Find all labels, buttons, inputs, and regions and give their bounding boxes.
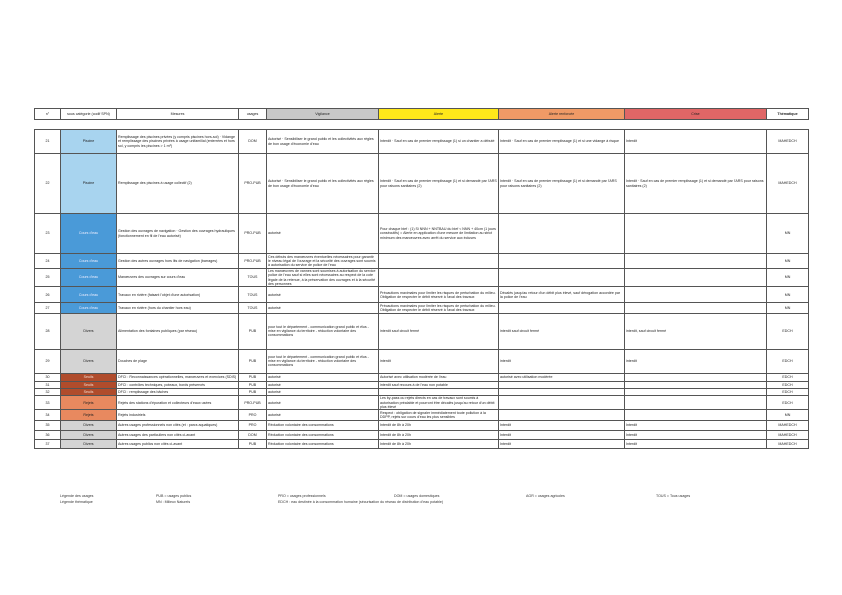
restrictions-table-sheet xyxy=(34,108,808,449)
row-alerte: interdit sauf recours à de l'eau non potable xyxy=(379,381,499,388)
row-vigilance: Réduction volontaire des consommations xyxy=(267,430,379,439)
row-thematique: MN xyxy=(767,410,809,420)
row-thematique: EDCH xyxy=(767,373,809,381)
row-alerte: Les by-pass ou rejets directs en cas de travaux sont soumis à autorisation préalable et pourront être décalés jusqu'au retour d'un débit plus élevé xyxy=(379,395,499,410)
row-num: 27 xyxy=(35,303,61,313)
row-category: Divers xyxy=(61,349,117,373)
col-alerte: Alerte xyxy=(379,109,499,120)
row-category: Cours d'eau xyxy=(61,268,117,287)
row-measure: Autres usages professionnels non cités (et : parcs aquatiques) xyxy=(117,420,239,430)
row-alerte-renforcee xyxy=(499,214,625,254)
row-alerte: Précautions maximales pour limiter les risques de perturbation du milieu. Obligation de respecter le débit réservé à l'aval des travaux xyxy=(379,287,499,303)
row-num: 35 xyxy=(35,420,61,430)
row-category: Rejets xyxy=(61,410,117,420)
row-alerte: Respect : obligation de signaler immédiatement toute pollution à la DDPP, rejets sur cours d'eau les plus sensibles xyxy=(379,410,499,420)
row-thematique: EDCH xyxy=(767,349,809,373)
row-alerte: Interdit de 8h à 20h xyxy=(379,439,499,448)
row-usage: PUB xyxy=(239,388,267,395)
row-measure: Rejets industriels xyxy=(117,410,239,420)
row-vigilance: autorisé xyxy=(267,388,379,395)
table-row xyxy=(35,388,809,395)
row-num: 30 xyxy=(35,373,61,381)
table-row xyxy=(35,214,809,254)
col-thematique: Thématique xyxy=(767,109,809,120)
row-alerte: interdit sauf circuit fermé xyxy=(379,313,499,349)
legend-thematique-title: Légende thématique xyxy=(60,500,93,504)
row-usage: PRO xyxy=(239,420,267,430)
row-usage: PUB xyxy=(239,381,267,388)
row-measure: Rejets des stations d'épuration et collecteurs d'eaux usées xyxy=(117,395,239,410)
row-alerte-renforcee xyxy=(499,388,625,395)
row-category: Seuils xyxy=(61,381,117,388)
row-thematique: MN xyxy=(767,303,809,313)
row-measure: Autres usages publics non cités ci-avant xyxy=(117,439,239,448)
row-num: 24 xyxy=(35,254,61,269)
row-crise xyxy=(625,287,767,303)
row-usage: PRO-PUB xyxy=(239,395,267,410)
col-alerte-renforcee: Alerte renforcée xyxy=(499,109,625,120)
row-measure: Remplissage des piscines privées (y compris piscines hors-sol) · Vidange et remplissage des piscines privées à usage unifamilial (enterrées et hors sol, y compris les piscines > 1 m³) xyxy=(117,130,239,154)
row-category: Divers xyxy=(61,430,117,439)
row-alerte-renforcee: Interdit xyxy=(499,439,625,448)
row-thematique: EDCH xyxy=(767,388,809,395)
legend-usages-title: Légende des usages xyxy=(60,494,94,498)
row-measure: Manœuvres des ouvrages sur cours d'eau xyxy=(117,268,239,287)
table-row xyxy=(35,313,809,349)
row-alerte-renforcee xyxy=(499,395,625,410)
row-measure: DFCI : remplissage des bâches xyxy=(117,388,239,395)
row-alerte: Interdit de 8h à 20h xyxy=(379,430,499,439)
row-usage: DOM xyxy=(239,430,267,439)
row-alerte-renforcee xyxy=(499,254,625,269)
row-usage: TOUS xyxy=(239,303,267,313)
row-crise xyxy=(625,373,767,381)
table-row xyxy=(35,130,809,154)
row-category: Cours d'eau xyxy=(61,214,117,254)
row-usage: PRO-PUB xyxy=(239,254,267,269)
row-vigilance: Ces débuts des manœuvres éventuelles nécessaires pour garantir le niveau légal de l'ouvrage et la sécurité des ouvrages sont soumis à autorisation du service de police de l'eau xyxy=(267,254,379,269)
header-row xyxy=(35,109,809,120)
row-vigilance: Réduction volontaire des consommations xyxy=(267,420,379,430)
row-crise: Interdit xyxy=(625,430,767,439)
row-thematique: MAHEDCH xyxy=(767,130,809,154)
row-alerte: Interdit · Sauf en cas de premier remplissage (1) et si demandé par l'ARS pour raisons sanitaires (2) xyxy=(379,154,499,214)
row-thematique: MN xyxy=(767,214,809,254)
row-category: Cours d'eau xyxy=(61,287,117,303)
row-alerte: Interdit de 8h à 20h xyxy=(379,420,499,430)
col-mesures: Mesures xyxy=(117,109,239,120)
row-num: 31 xyxy=(35,381,61,388)
row-measure: Gestion des ouvrages de navigation · Gestion des ouvrages hydrauliques (fonctionnement en fil de l'eau autorisé) xyxy=(117,214,239,254)
legend-tous: TOUS = Tous usages xyxy=(656,494,691,498)
row-num: 34 xyxy=(35,410,61,420)
row-num: 33 xyxy=(35,395,61,410)
row-thematique: EDCH xyxy=(767,313,809,349)
row-crise xyxy=(625,410,767,420)
row-usage: PUB xyxy=(239,313,267,349)
row-thematique: MAHEDCH xyxy=(767,154,809,214)
col-vigilance: Vigilance xyxy=(267,109,379,120)
row-alerte-renforcee: Interdit xyxy=(499,420,625,430)
row-crise xyxy=(625,214,767,254)
row-usage: PRO-PUB xyxy=(239,154,267,214)
row-thematique: EDCH xyxy=(767,395,809,410)
row-thematique: MAHEDCH xyxy=(767,439,809,448)
row-measure: DFCI : contrôles techniques, poteaux, bords préservés xyxy=(117,381,239,388)
row-alerte-renforcee: Interdit · Sauf en cas de premier remplissage (1) et si demandé par l'ARS pour raisons sanitaires (2) xyxy=(499,154,625,214)
row-alerte-renforcee xyxy=(499,381,625,388)
legend-mn: MN : Milieux Naturels xyxy=(156,500,191,504)
row-alerte: interdit xyxy=(379,349,499,373)
row-crise: Interdit xyxy=(625,420,767,430)
row-category: Divers xyxy=(61,313,117,349)
row-alerte xyxy=(379,268,499,287)
table-row xyxy=(35,420,809,430)
row-alerte xyxy=(379,254,499,269)
row-alerte-renforcee: autorisé avec utilisation modérée xyxy=(499,373,625,381)
row-category: Cours d'eau xyxy=(61,254,117,269)
row-crise: Interdit xyxy=(625,439,767,448)
restrictions-table xyxy=(34,108,809,449)
row-category: Divers xyxy=(61,420,117,430)
table-row xyxy=(35,439,809,448)
row-num: 29 xyxy=(35,349,61,373)
table-row xyxy=(35,254,809,269)
col-usages: usages xyxy=(239,109,267,120)
row-crise xyxy=(625,268,767,287)
row-crise: Interdit xyxy=(625,130,767,154)
row-alerte-renforcee xyxy=(499,410,625,420)
row-thematique: MN xyxy=(767,268,809,287)
row-measure: DFCI : Reconnaissances opérationnelles, manœuvres et exercices (SDIS) xyxy=(117,373,239,381)
row-usage: PRO xyxy=(239,410,267,420)
table-row xyxy=(35,287,809,303)
row-crise xyxy=(625,381,767,388)
row-usage: PUB xyxy=(239,349,267,373)
row-thematique: MN xyxy=(767,287,809,303)
row-vigilance: Réduction volontaire des consommations xyxy=(267,439,379,448)
row-vigilance: autorisé xyxy=(267,395,379,410)
row-num: 37 xyxy=(35,439,61,448)
row-crise: interdit xyxy=(625,349,767,373)
row-vigilance: autorisé xyxy=(267,303,379,313)
row-alerte-renforcee xyxy=(499,268,625,287)
row-vigilance: autorisé xyxy=(267,373,379,381)
row-vigilance: autorisé xyxy=(267,410,379,420)
row-measure: Douches de plage xyxy=(117,349,239,373)
row-usage: PRO-PUB xyxy=(239,214,267,254)
row-alerte xyxy=(379,388,499,395)
row-alerte: Pour chaque bief : (1) Si NNN + NNTBAU du bief < NNN + 40cm (1 jours consécutifs) = Alerte en application d'une mesure de limitation au strict minimum des manœuvres avec arrêt du service aux écluses xyxy=(379,214,499,254)
table-row xyxy=(35,410,809,420)
row-crise: Interdit · Sauf en cas de premier remplissage (1) et si demandé par l'ARS pour raisons sanitaires (2) xyxy=(625,154,767,214)
table-row xyxy=(35,373,809,381)
row-crise xyxy=(625,254,767,269)
row-vigilance: pour tout le département - communication grand public et élus - mise en vigilance du territoire - réduction volontaire des consommations xyxy=(267,313,379,349)
row-usage: TOUS xyxy=(239,268,267,287)
row-num: 36 xyxy=(35,430,61,439)
row-crise xyxy=(625,388,767,395)
table-body xyxy=(35,130,809,449)
row-alerte: Interdit · Sauf en cas de premier remplissage (1) si un chantier a débuté xyxy=(379,130,499,154)
row-vigilance: pour tout le département - communication grand public et élus - mise en vigilance du territoire - réduction volontaire des consommations xyxy=(267,349,379,373)
row-category: Divers xyxy=(61,439,117,448)
row-alerte-renforcee xyxy=(499,303,625,313)
row-vigilance: autorisé xyxy=(267,381,379,388)
legend-pub: PUB = usages publics xyxy=(156,494,192,498)
row-num: 28 xyxy=(35,313,61,349)
row-measure: Remplissage des piscines à usage collectif (2) xyxy=(117,154,239,214)
row-category: Piscine xyxy=(61,154,117,214)
row-measure: Alimentation des fontaines publiques (par réseau) xyxy=(117,313,239,349)
row-vigilance: Autorisé · Sensibiliser le grand public et les collectivités aux règles de bon usage d'économie d'eau xyxy=(267,130,379,154)
row-crise xyxy=(625,395,767,410)
row-num: 23 xyxy=(35,214,61,254)
row-category: Seuils xyxy=(61,388,117,395)
row-vigilance: Les manœuvres de vannes sont soumises à autorisation du service police de l'eau sauf si elles sont nécessaires au respect de la cote légale de la retenue, à la préservation des ouvrages et à la sécurité des personnes xyxy=(267,268,379,287)
row-category: Rejets xyxy=(61,395,117,410)
row-thematique: MAHEDCH xyxy=(767,420,809,430)
col-sous-categorie: sous catégorie (codif SPN) xyxy=(61,109,117,120)
row-vigilance: autorisé xyxy=(267,287,379,303)
row-vigilance: autorisé xyxy=(267,214,379,254)
legend-pro: PRO = usages professionnels xyxy=(278,494,326,498)
row-alerte-renforcee: interdit sauf circuit fermé xyxy=(499,313,625,349)
col-crise: Crise xyxy=(625,109,767,120)
table-row xyxy=(35,430,809,439)
row-num: 32 xyxy=(35,388,61,395)
row-measure: Autres usages des particuliers non cités ci-avant xyxy=(117,430,239,439)
table-row xyxy=(35,268,809,287)
row-thematique: MN xyxy=(767,254,809,269)
row-alerte-renforcee: Interdit xyxy=(499,430,625,439)
row-usage: PUB xyxy=(239,373,267,381)
row-category: Cours d'eau xyxy=(61,303,117,313)
row-category: Piscine xyxy=(61,130,117,154)
row-crise xyxy=(625,303,767,313)
legend-dom: DOM = usages domestiques xyxy=(394,494,440,498)
row-measure: Gestion des autres ouvrages hors lits de navigation (barrages) xyxy=(117,254,239,269)
row-measure: Travaux en rivière (faisant l'objet d'une autorisation) xyxy=(117,287,239,303)
row-usage: DOM xyxy=(239,130,267,154)
table-row xyxy=(35,154,809,214)
row-vigilance: Autorisé · Sensibiliser le grand public et les collectivités aux règles de bon usage d'économie d'eau xyxy=(267,154,379,214)
row-usage: PUB xyxy=(239,439,267,448)
row-usage: TOUS xyxy=(239,287,267,303)
col-num: n° xyxy=(35,109,61,120)
row-num: 22 xyxy=(35,154,61,214)
row-category: Seuils xyxy=(61,373,117,381)
row-thematique: EDCH xyxy=(767,381,809,388)
row-measure: Travaux en rivière (hors du chantier hors eau) xyxy=(117,303,239,313)
row-num: 26 xyxy=(35,287,61,303)
table-row xyxy=(35,395,809,410)
row-thematique: MAHEDCH xyxy=(767,430,809,439)
row-crise: interdit, sauf circuit fermé xyxy=(625,313,767,349)
row-alerte-renforcee: interdit xyxy=(499,349,625,373)
row-alerte-renforcee: Décalés jusqu'au retour d'un débit plus élevé, sauf dérogation accordée par la police de l'eau xyxy=(499,287,625,303)
table-row xyxy=(35,349,809,373)
row-num: 21 xyxy=(35,130,61,154)
legend-edch: EDCH : eau destinée à la consommation humaine (sécurisation du réseau de distribution d'eau potable) xyxy=(278,500,444,504)
row-num: 25 xyxy=(35,268,61,287)
legend-agr: AGR = usages agricoles xyxy=(526,494,565,498)
row-alerte: Précautions maximales pour limiter les risques de perturbation du milieu. Obligation de respecter le débit réservé à l'aval des travaux xyxy=(379,303,499,313)
table-row xyxy=(35,303,809,313)
row-alerte: Autorisé avec utilisation modérée de l'eau xyxy=(379,373,499,381)
row-alerte-renforcee: Interdit · Sauf en cas de premier remplissage (1) et si une vidange à risque xyxy=(499,130,625,154)
table-row xyxy=(35,381,809,388)
